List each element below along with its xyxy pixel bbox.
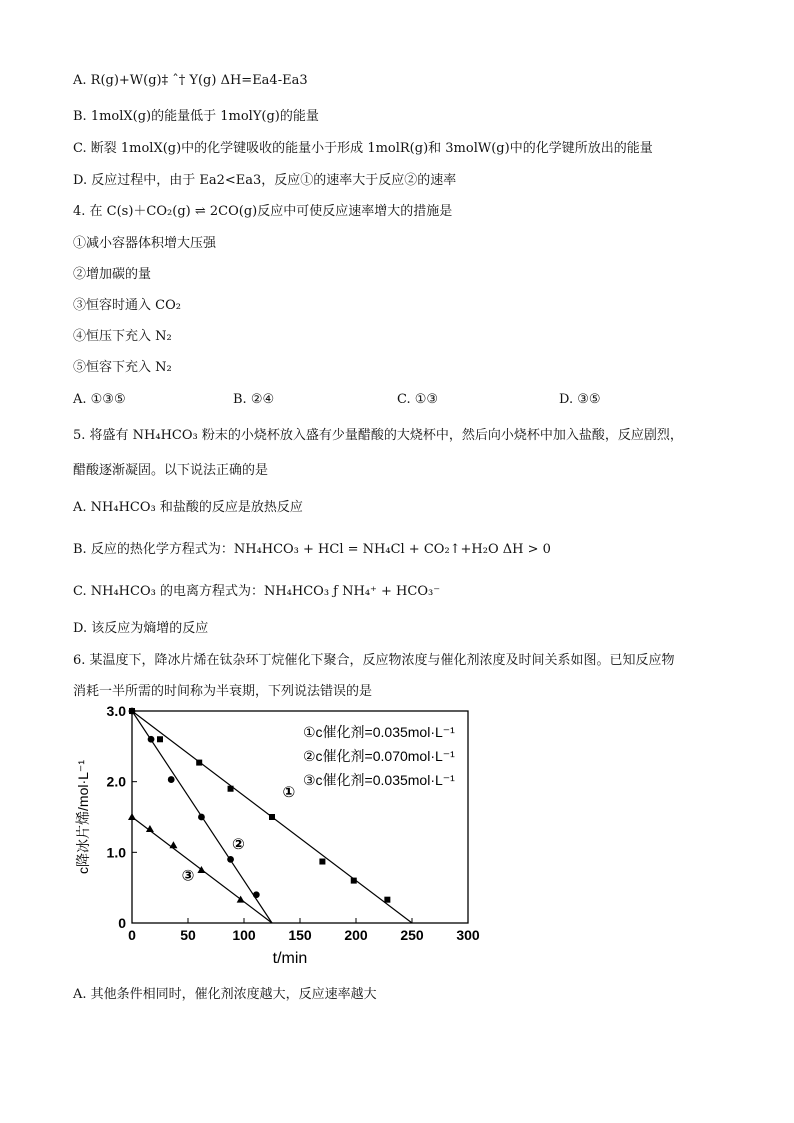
x-tick-label: 150	[288, 927, 312, 943]
data-point	[351, 878, 357, 884]
data-point	[198, 814, 205, 821]
data-point	[269, 814, 275, 820]
x-tick-label: 100	[232, 927, 256, 943]
q3-option-b: B. 1molX(g)的能量低于 1molY(g)的能量	[73, 109, 319, 124]
q4-item-3: ③恒容时通入 CO₂	[73, 298, 181, 313]
q6-stem-2: 消耗一半所需的时间称为半衰期，下列说法错误的是	[73, 684, 373, 699]
x-axis-label: t/min	[272, 950, 308, 967]
x-tick-label: 250	[400, 927, 424, 943]
plot-frame	[132, 711, 468, 923]
series-tag: ②	[232, 835, 245, 853]
data-point	[384, 897, 390, 903]
x-tick-label: 300	[456, 927, 480, 943]
data-point	[168, 776, 175, 783]
q4-item-4: ④恒压下充入 N₂	[73, 329, 172, 344]
q6-option-a: A. 其他条件相同时，催化剂浓度越大，反应速率越大	[73, 987, 377, 1002]
q3-option-a: A. R(g)+W(g)‡ ˆ† Y(g) ΔH=Ea4-Ea3	[73, 73, 308, 88]
q5-stem-1: 5. 将盛有 NH₄HCO₃ 粉末的小烧杯放入盛有少量醋酸的大烧杯中，然后向小烧杯中加入盐酸，反应剧烈，	[73, 428, 683, 443]
q5-option-b: B. 反应的热化学方程式为：NH₄HCO₃ + HCl = NH₄Cl + CO₂↑+H₂O ΔH > 0	[73, 542, 551, 557]
q3-option-d: D. 反应过程中，由于 Ea2<Ea3，反应①的速率大于反应②的速率	[73, 173, 457, 188]
q4-stem: 4. 在 C(s)＋CO₂(g) ⇌ 2CO(g)反应中可使反应速率增大的措施是	[73, 204, 453, 219]
q5-option-d: D. 该反应为熵增的反应	[73, 621, 209, 636]
q4-item-1: ①减小容器体积增大压强	[73, 236, 217, 251]
q5-option-a: A. NH₄HCO₃ 和盐酸的反应是放热反应	[73, 500, 303, 515]
data-point	[227, 856, 234, 863]
q4-option-c: C. ①③	[397, 392, 439, 407]
q5-stem-2: 醋酸逐渐凝固。以下说法正确的是	[73, 463, 269, 478]
y-tick-label: 0	[118, 915, 126, 931]
x-tick-label: 0	[128, 927, 136, 943]
q4-item-2: ②增加碳的量	[73, 267, 152, 282]
data-point	[129, 708, 136, 715]
data-point	[148, 736, 155, 743]
series-tag: ③	[181, 867, 195, 885]
data-point	[228, 786, 234, 792]
data-point	[157, 736, 163, 742]
series-tag: ①	[282, 784, 296, 802]
q5-option-c: C. NH₄HCO₃ 的电离方程式为：NH₄HCO₃ ƒ NH₄⁺ + HCO₃⁻	[73, 584, 441, 599]
concentration-time-chart	[68, 703, 498, 971]
data-point	[319, 859, 325, 865]
q4-option-b: B. ②④	[233, 392, 275, 407]
data-point	[196, 760, 202, 766]
q6-stem-1: 6. 某温度下，降冰片烯在钛杂环丁烷催化下聚合，反应物浓度与催化剂浓度及时间关系如图。已知反应物	[73, 653, 675, 668]
x-tick-label: 50	[180, 927, 196, 943]
q4-item-5: ⑤恒容下充入 N₂	[73, 360, 172, 375]
y-axis-label: c降冰片烯/mol·L⁻¹	[75, 760, 91, 874]
data-point	[253, 891, 260, 898]
x-tick-label: 200	[344, 927, 368, 943]
legend-entry: ②c催化剂=0.070mol·L⁻¹	[303, 748, 455, 764]
q4-option-d: D. ③⑤	[559, 392, 601, 407]
legend-entry: ①c催化剂=0.035mol·L⁻¹	[303, 724, 455, 740]
q3-option-c: C. 断裂 1molX(g)中的化学键吸收的能量小于形成 1molR(g)和 3molW(g)中的化学键所放出的能量	[73, 141, 653, 156]
data-point	[128, 813, 136, 820]
q4-option-a: A. ①③⑤	[73, 392, 126, 407]
y-tick-label: 2.0	[106, 773, 126, 790]
data-point	[169, 841, 177, 848]
y-tick-label: 1.0	[106, 844, 126, 861]
legend-entry: ③c催化剂=0.035mol·L⁻¹	[303, 772, 455, 788]
y-tick-label: 3.0	[106, 703, 126, 719]
